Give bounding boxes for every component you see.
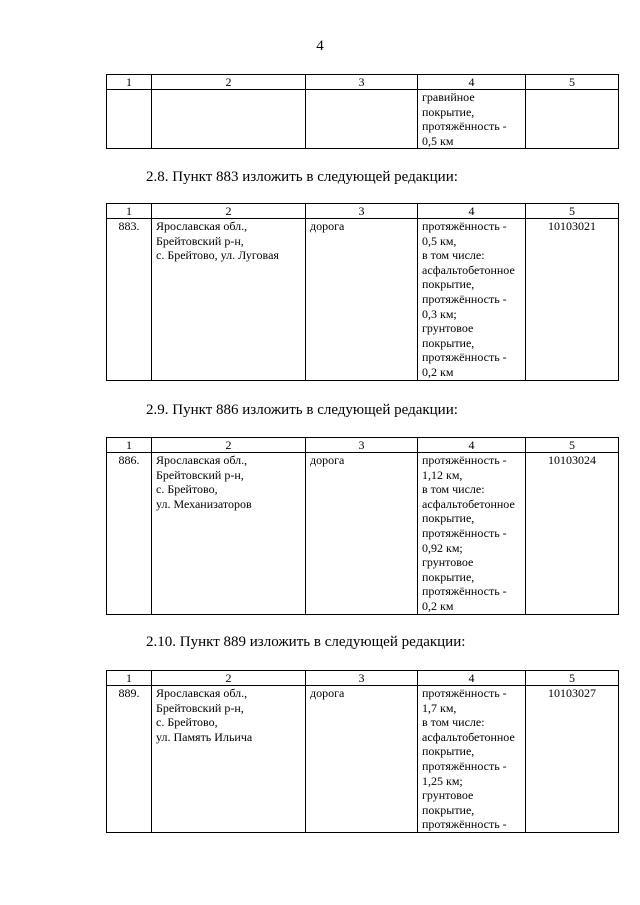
registry-number-cell: 10103021 <box>526 219 619 381</box>
continuation-table <box>106 74 619 149</box>
characteristics-line: протяжённость - <box>422 291 507 306</box>
row-number-cell: 889. <box>107 686 152 833</box>
characteristics-line: 0,92 км; <box>422 540 463 555</box>
characteristics-line: покрытие, <box>422 569 475 584</box>
table-header-row <box>107 438 619 453</box>
table-row <box>107 90 619 149</box>
address-line: ул. Механизаторов <box>156 496 252 511</box>
header-cell: 2 <box>152 671 306 686</box>
header-cell: 3 <box>306 671 418 686</box>
object-type-cell: дорога <box>306 686 418 833</box>
registry-number-cell <box>526 90 619 149</box>
header-cell: 2 <box>152 204 306 219</box>
header-cell: 5 <box>526 438 619 453</box>
characteristics-line: асфальтобетонное <box>422 496 515 511</box>
characteristics-line: протяжённость - <box>422 525 507 540</box>
header-cell: 4 <box>418 204 526 219</box>
row-number-cell: 883. <box>107 219 152 381</box>
table-header-row <box>107 204 619 219</box>
characteristics-line: 1,25 км; <box>422 773 463 788</box>
characteristics-line: 1,12 км, <box>422 467 463 482</box>
address-cell <box>152 219 306 381</box>
header-cell: 5 <box>526 671 619 686</box>
address-line: Брейтовский р-н, <box>156 700 244 715</box>
header-cell: 4 <box>418 438 526 453</box>
characteristics-line: в том числе: <box>422 248 485 263</box>
characteristics-line: асфальтобетонное <box>422 729 515 744</box>
characteristics-line: 0,5 км <box>422 133 454 148</box>
address-cell <box>152 686 306 833</box>
section-heading: 2.8. Пункт 883 изложить в следующей редакции: <box>146 169 458 185</box>
characteristics-cell <box>418 453 526 615</box>
characteristics-line: 0,2 км <box>422 598 454 613</box>
header-cell: 2 <box>152 75 306 90</box>
registry-number-cell: 10103024 <box>526 453 619 615</box>
object-type-cell <box>306 90 418 149</box>
table-row <box>107 453 619 615</box>
characteristics-line: покрытие, <box>422 744 475 759</box>
address-cell <box>152 90 306 149</box>
characteristics-line: протяжённость - <box>422 686 507 700</box>
header-cell: 3 <box>306 75 418 90</box>
object-type-cell: дорога <box>306 219 418 381</box>
characteristics-line: протяжённость - <box>422 453 507 467</box>
characteristics-line: протяжённость - <box>422 219 507 233</box>
characteristics-line: протяжённость - <box>422 584 507 599</box>
header-cell: 1 <box>107 438 152 453</box>
header-cell: 1 <box>107 204 152 219</box>
table-header-row <box>107 75 619 90</box>
address-line: с. Брейтово, <box>156 715 218 730</box>
characteristics-line: покрытие, <box>422 335 475 350</box>
section-heading: 2.10. Пункт 889 изложить в следующей редакции: <box>146 634 466 650</box>
address-cell <box>152 453 306 615</box>
characteristics-line: покрытие, <box>422 511 475 526</box>
characteristics-cell <box>418 90 526 149</box>
characteristics-line: протяжённость - <box>422 119 507 134</box>
section-table <box>106 437 619 615</box>
characteristics-line: 0,2 км <box>422 364 454 379</box>
characteristics-line: асфальтобетонное <box>422 262 515 277</box>
header-cell: 4 <box>418 75 526 90</box>
characteristics-cell <box>418 219 526 381</box>
characteristics-line: грунтовое <box>422 321 474 336</box>
section-heading: 2.9. Пункт 886 изложить в следующей редакции: <box>146 402 458 418</box>
row-number-cell: 886. <box>107 453 152 615</box>
characteristics-line: гравийное <box>422 90 475 104</box>
page-number: 4 <box>316 38 324 54</box>
address-line: с. Брейтово, ул. Луговая <box>156 248 279 263</box>
address-line: Ярославская обл., <box>156 219 248 233</box>
characteristics-line: в том числе: <box>422 482 485 497</box>
address-line: с. Брейтово, <box>156 482 218 497</box>
characteristics-line: покрытие, <box>422 104 475 119</box>
characteristics-cell <box>418 686 526 833</box>
characteristics-line: 1,7 км, <box>422 700 457 715</box>
table-row <box>107 219 619 381</box>
address-line: Брейтовский р-н, <box>156 233 244 248</box>
characteristics-line: протяжённость - <box>422 758 507 773</box>
characteristics-line: грунтовое <box>422 788 474 803</box>
header-cell: 1 <box>107 671 152 686</box>
registry-number-cell: 10103027 <box>526 686 619 833</box>
characteristics-line: протяжённость - <box>422 817 507 832</box>
table-header-row <box>107 671 619 686</box>
header-cell: 2 <box>152 438 306 453</box>
address-line: Ярославская обл., <box>156 686 248 700</box>
address-line: Ярославская обл., <box>156 453 248 467</box>
address-line: Брейтовский р-н, <box>156 467 244 482</box>
header-cell: 5 <box>526 204 619 219</box>
characteristics-line: покрытие, <box>422 277 475 292</box>
characteristics-line: в том числе: <box>422 715 485 730</box>
characteristics-line: протяжённость - <box>422 350 507 365</box>
characteristics-line: 0,3 км; <box>422 306 457 321</box>
section-table <box>106 670 619 833</box>
table-row <box>107 686 619 833</box>
characteristics-line: 0,5 км, <box>422 233 457 248</box>
row-number-cell <box>107 90 152 149</box>
characteristics-line: грунтовое <box>422 555 474 570</box>
header-cell: 1 <box>107 75 152 90</box>
object-type-cell: дорога <box>306 453 418 615</box>
header-cell: 3 <box>306 438 418 453</box>
section-table <box>106 203 619 381</box>
header-cell: 5 <box>526 75 619 90</box>
address-line: ул. Память Ильича <box>156 729 253 744</box>
header-cell: 3 <box>306 204 418 219</box>
characteristics-line: покрытие, <box>422 802 475 817</box>
header-cell: 4 <box>418 671 526 686</box>
